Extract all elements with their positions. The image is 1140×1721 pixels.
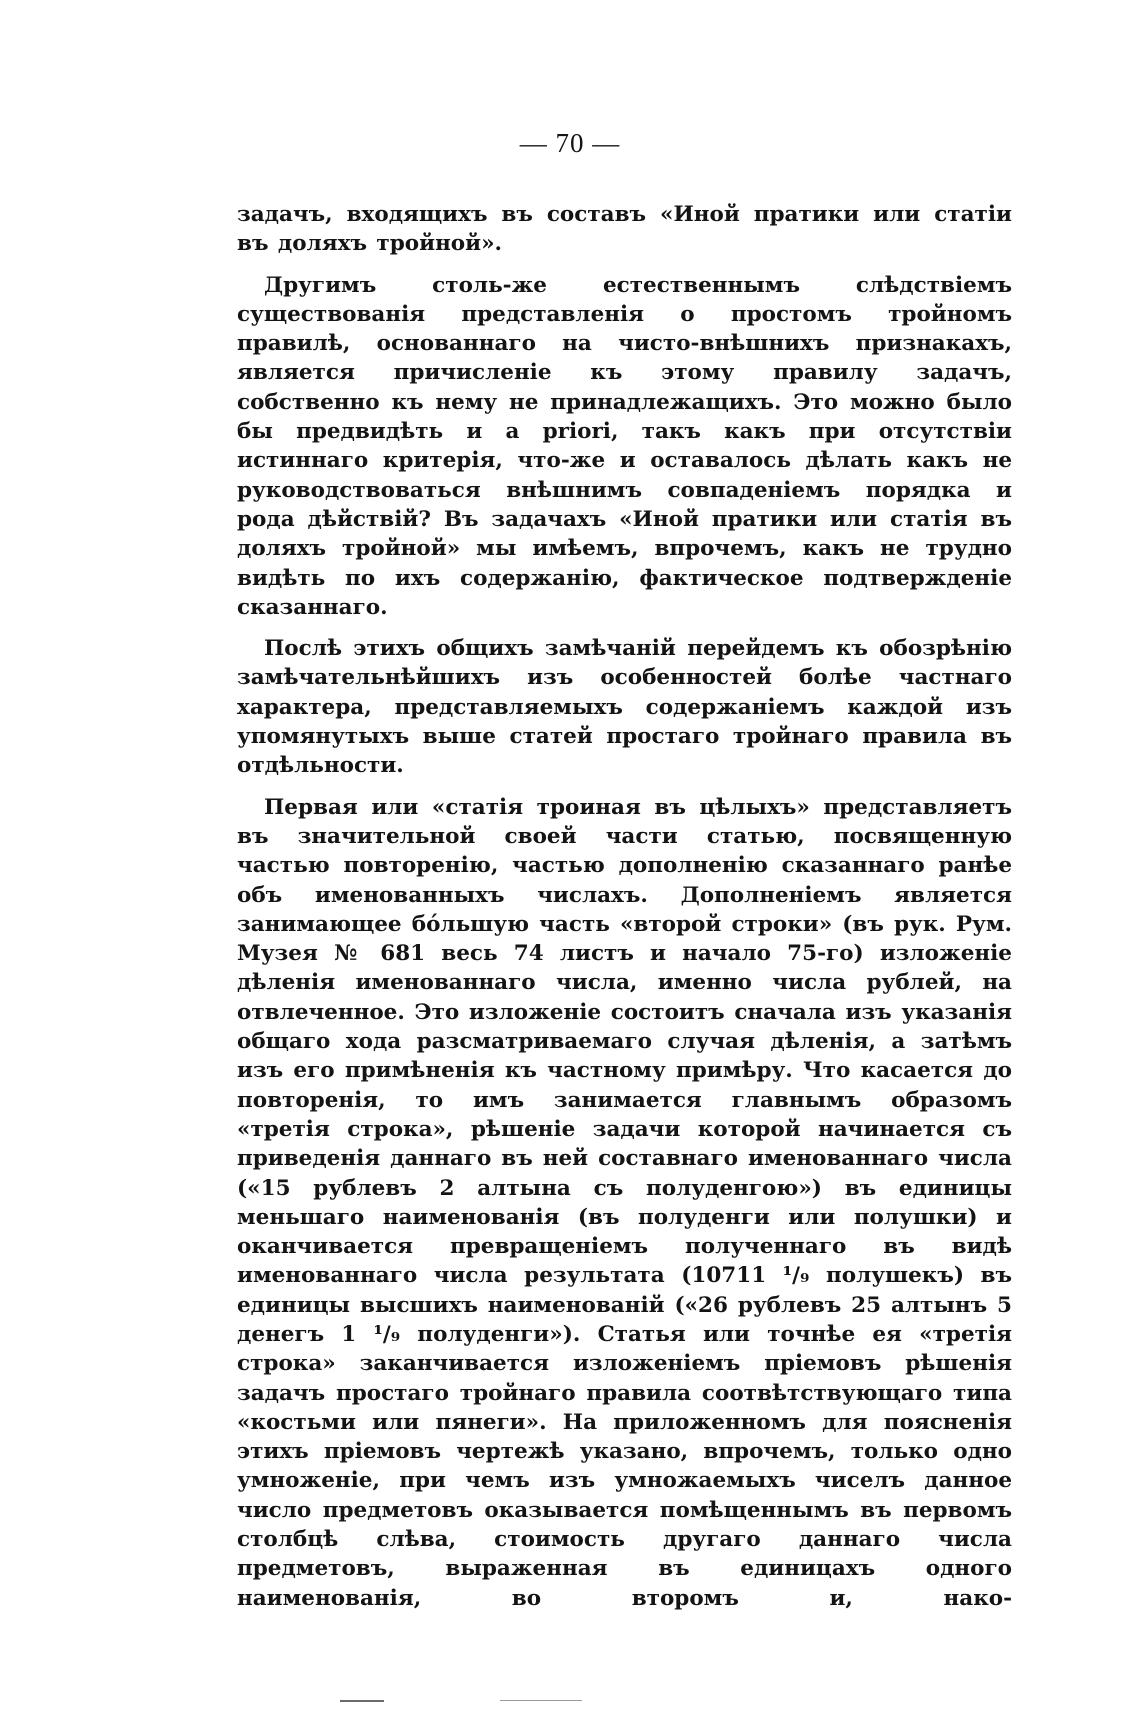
paragraph-continuation: задачъ, входящихъ въ составъ «Иной пратики или статiи въ доляхъ тройной».: [237, 202, 1012, 257]
body-text: [237, 200, 1012, 1625]
page-number: — 70 —: [519, 128, 621, 158]
paragraph-first-article: Первая или «статiя троиная въ цѣлыхъ» представляетъ въ значительной своей части статью, посвященную частью повторенiю, частью дополненiю сказаннаго ранѣе объ именованныхъ числахъ. Дополненiемъ является занимающее бо́льшую часть «второй строки» (въ рук. Рум. Музея № 681 весь 74 листъ и начало 75-го) изложенiе дѣленiя именованнаго числа, именно числа рублей, на отвлеченное. Это изложенiе состоитъ сначала изъ указанiя общаго хода разсматриваемаго случая дѣленiя, а затѣмъ изъ его примѣненiя къ частному примѣру. Что касается до повторенiя, то имъ занимается главнымъ образомъ «третiя строка», рѣшенiе задачи которой начинается съ приведенiя даннаго въ ней составнаго именованнаго числа («15 рублевъ 2 алтына съ полуденгою») въ единицы меньшаго наименованiя (въ полуденги или полушки) и оканчивается превращенiемъ полученнаго въ видѣ именованнаго числа результата (10711 ¹/₉ полушекъ) въ единицы высшихъ наименованiй («26 рублевъ 25 алтынъ 5 денегъ 1 ¹/₉ полуденги»). Статья или точнѣе ея «третiя строка» заканчивается изложенiемъ прiемовъ рѣшенiя задачъ простаго тройнаго правила соотвѣтствующаго типа «костьми или пянеги». На приложенномъ для поясненiя этихъ прiемовъ чертежѣ указано, впрочемъ, только одно умноженiе, при чемъ изъ умножаемыхъ чиселъ данное число предметовъ оказывается помѣщеннымъ въ первомъ столбцѣ слѣва, стоимость другаго даннаго числа предметовъ, выраженная въ единицахъ одного наименованiя, во второмъ и, нако-: [237, 794, 1012, 1611]
scan-artifact-mark: [500, 1700, 582, 1701]
scan-artifact-mark: [340, 1700, 384, 1702]
paragraph-consequence: Другимъ столь-же естественнымъ слѣдствiемъ существованiя представленiя о простомъ тройномъ правилѣ, основаннаго на чисто-внѣшнихъ признакахъ, является причисленiе къ этому правилу задачъ, собственно къ нему не принадлежащихъ. Это можно было бы предвидѣть и a priori, такъ какъ при отсутствiи истиннаго критерiя, что-же и оставалось дѣлать какъ не руководствоваться внѣшнимъ совпаденiемъ порядка и рода дѣйствiй? Въ задачахъ «Иной пратики или статiя въ доляхъ тройной» мы имѣемъ, впрочемъ, какъ не трудно видѣть по ихъ содержанiю, фактическое подтвержденiе сказаннаго.: [237, 272, 1012, 620]
paragraph-transition: Послѣ этихъ общихъ замѣчанiй перейдемъ къ обозрѣнiю замѣчательнѣйшихъ изъ особенностей болѣе частнаго характера, представляемыхъ содержанiемъ каждой изъ упомянутыхъ выше статей простаго тройнаго правила въ отдѣльности.: [237, 636, 1012, 779]
